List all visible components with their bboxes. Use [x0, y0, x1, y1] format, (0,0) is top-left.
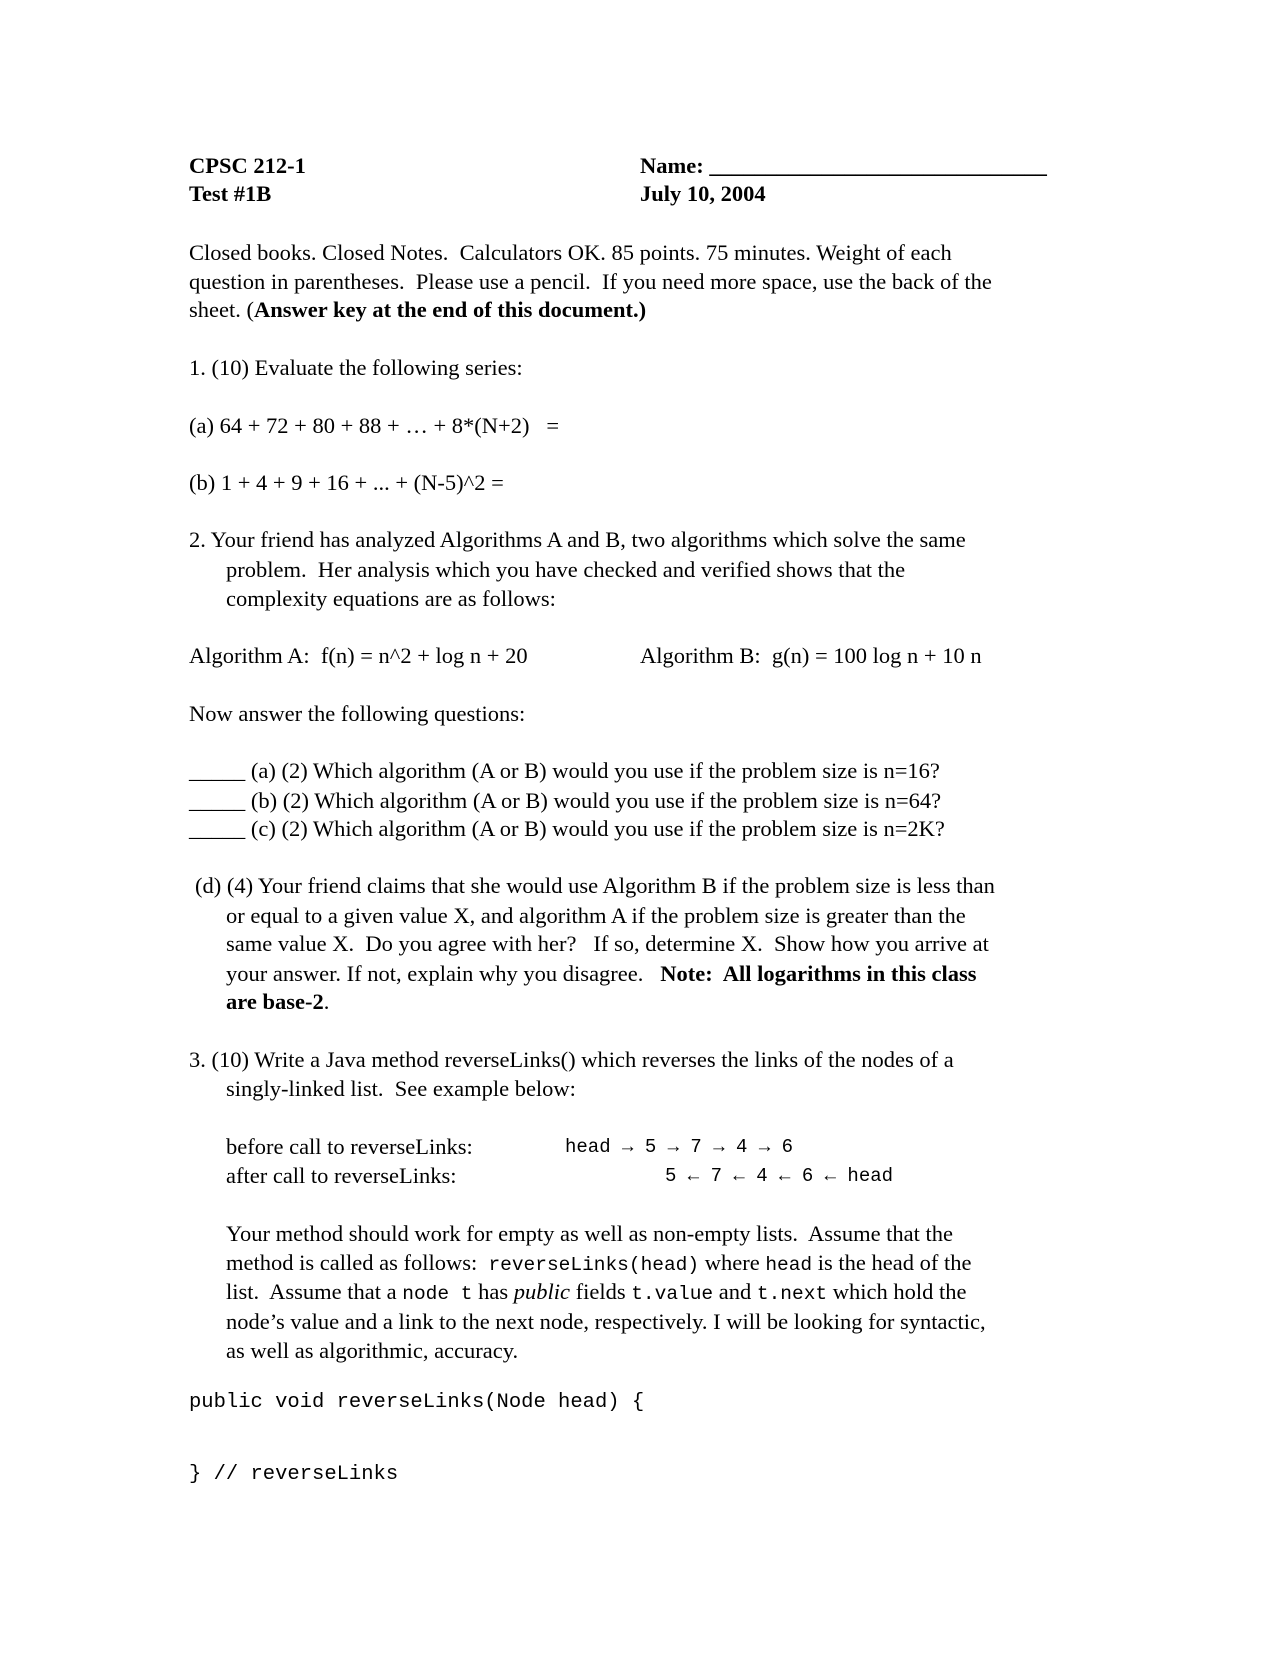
text: public — [513, 1279, 570, 1304]
q3-text: singly-linked list. See example below: — [226, 1076, 576, 1101]
q3-text: 3. (10) Write a Java method reverseLinks() which reverses the links of the nodes of a — [189, 1047, 954, 1072]
code-end: } // reverseLinks — [189, 1463, 399, 1486]
algorithm-b: Algorithm B: g(n) = 100 log n + 10 n — [640, 643, 982, 668]
instructions-line — [189, 296, 646, 324]
instructions-line: question in parentheses. Please use a pencil. If you need more space, use the back of the — [189, 269, 992, 294]
text: . — [323, 989, 330, 1014]
q3-paragraph: node’s value and a link to the next node, respectively. I will be looking for syntactic, — [226, 1309, 986, 1334]
text: your answer. If not, explain why you disagree. — [226, 961, 661, 986]
course-title: CPSC 212-1 — [189, 153, 306, 178]
q2-c: _____ (c) (2) Which algorithm (A or B) would you use if the problem size is n=2K? — [189, 816, 945, 841]
text: list. Assume that a — [226, 1279, 403, 1304]
q2-text: problem. Her analysis which you have checked and verified shows that the — [226, 557, 906, 582]
q2-b: _____ (b) (2) Which algorithm (A or B) would you use if the problem size is n=64? — [189, 788, 942, 813]
q2-a: _____ (a) (2) Which algorithm (A or B) would you use if the problem size is n=16? — [189, 758, 940, 783]
code: head — [765, 1254, 813, 1276]
code: reverseLinks(head) — [488, 1254, 700, 1276]
algorithm-a: Algorithm A: f(n) = n^2 + log n + 20 — [189, 643, 528, 668]
before-label: before call to reverseLinks: — [226, 1134, 473, 1159]
code: t.next — [756, 1283, 828, 1305]
after-list: 5 ← 7 ← 4 ← 6 ← head — [665, 1165, 894, 1187]
text: which hold the — [827, 1279, 967, 1304]
text: has — [472, 1279, 514, 1304]
text: is the head of the — [812, 1250, 972, 1275]
q2-text: 2. Your friend has analyzed Algorithms A and B, two algorithms which solve the same — [189, 527, 966, 552]
q2-d: or equal to a given value X, and algorithm A if the problem size is greater than the — [226, 903, 966, 928]
text: sheet. ( — [189, 297, 254, 322]
before-list: head → 5 → 7 → 4 → 6 — [565, 1136, 794, 1158]
q2-d — [226, 960, 977, 988]
instructions-line: Closed books. Closed Notes. Calculators OK. 85 points. 75 minutes. Weight of each — [189, 240, 952, 265]
code: node t — [402, 1283, 473, 1305]
answer-key-note: Answer key at the end of this document.) — [253, 297, 647, 322]
text: and — [713, 1279, 757, 1304]
code: t.value — [631, 1283, 714, 1305]
q2-text: complexity equations are as follows: — [226, 586, 556, 611]
text: method is called as follows: — [226, 1250, 489, 1275]
test-date: July 10, 2004 — [640, 181, 766, 206]
q3-paragraph: as well as algorithmic, accuracy. — [226, 1338, 519, 1363]
code-signature: public void reverseLinks(Node head) { — [189, 1391, 645, 1414]
q2-d — [226, 988, 329, 1016]
q3-paragraph — [226, 1249, 971, 1279]
log-note: are base-2 — [226, 989, 324, 1014]
q3-paragraph: Your method should work for empty as well as non-empty lists. Assume that the — [226, 1221, 954, 1246]
q2-prompt: Now answer the following questions: — [189, 701, 526, 726]
log-note: Note: All logarithms in this class — [660, 961, 977, 986]
q2-d: same value X. Do you agree with her? If so, determine X. Show how you arrive at — [226, 931, 989, 956]
q3-paragraph — [226, 1278, 966, 1308]
text: fields — [569, 1279, 632, 1304]
text: where — [699, 1250, 766, 1275]
q1-a: (a) 64 + 72 + 80 + 88 + … + 8*(N+2) = — [189, 413, 560, 438]
name-field[interactable]: Name: ______________________________ — [640, 153, 1047, 178]
after-label: after call to reverseLinks: — [226, 1163, 457, 1188]
q1-title: 1. (10) Evaluate the following series: — [189, 355, 523, 380]
q1-b: (b) 1 + 4 + 9 + 16 + ... + (N-5)^2 = — [189, 470, 504, 495]
q2-d: (d) (4) Your friend claims that she would use Algorithm B if the problem size is less than — [195, 873, 995, 898]
test-title: Test #1B — [189, 181, 272, 206]
